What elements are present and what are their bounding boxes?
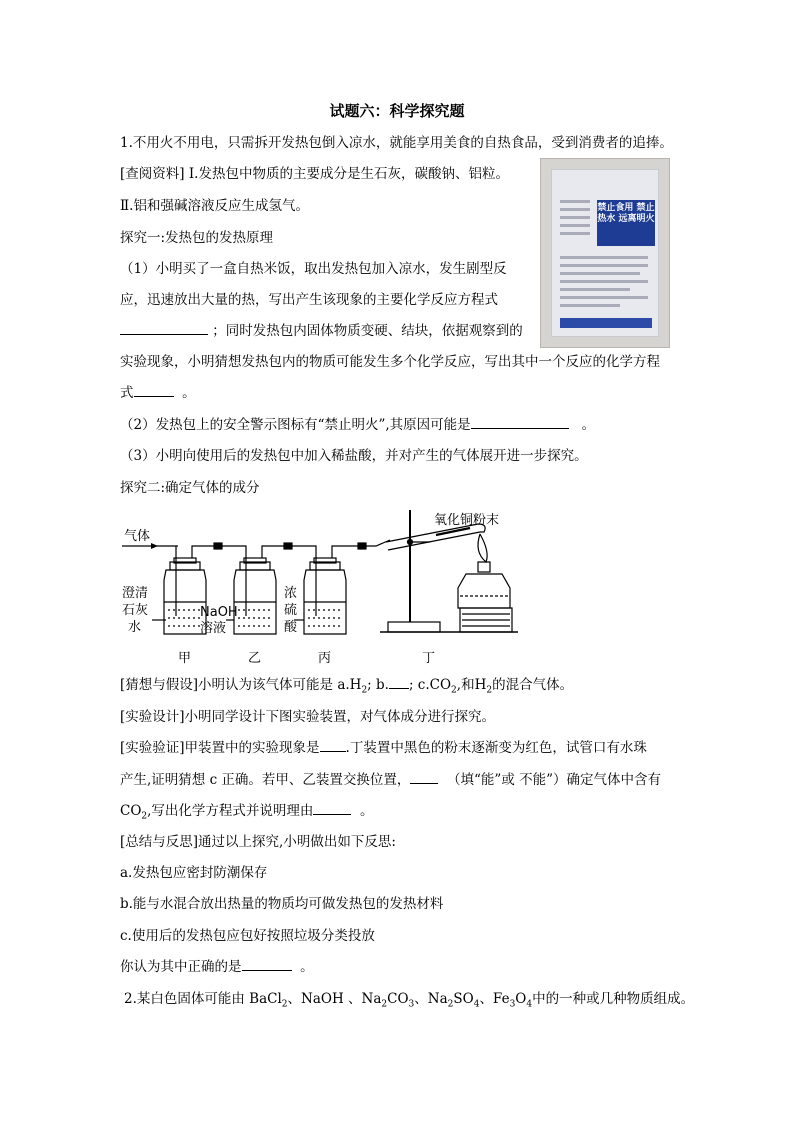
bottle-bing xyxy=(304,540,390,634)
q1-option-a: a.发热包应密封防潮保存 xyxy=(120,865,268,881)
q1-info-2: Ⅱ.铝和强碱溶液反应生成氢气。 xyxy=(120,198,309,214)
answer-blank[interactable] xyxy=(134,384,174,397)
q1-verify-1: [实验验证]甲装置中的实验现象是 .丁装置中黑色的粉末逐渐变为红色，试管口有水珠 xyxy=(120,740,647,756)
cuo-label: 氧化铜粉末 xyxy=(434,513,500,528)
heating-pack-image xyxy=(551,169,659,337)
q1-intro: 1.不用火不用电，只需拆开发热包倒入凉水，就能享用美食的自热食品，受到消费者的追捧。 xyxy=(120,135,673,151)
apparatus-diagram xyxy=(118,506,528,670)
limewater-label-1: 澄清 xyxy=(122,586,149,601)
naoh-label-1: NaOH xyxy=(200,605,238,620)
q1-verify-2: 产生,证明猜想 c 正确。若甲、乙装置交换位置， （填“能”或 不能”）确定气体中含有 xyxy=(120,772,662,788)
answer-blank[interactable] xyxy=(320,739,346,752)
acid-label-2: 硫 xyxy=(284,603,298,618)
q2-intro: 2.某白色固体可能由 BaCl$_2$、NaOH 、$Na_2CO_3$、$Na_2SO_4$、$Fe_3O_4$中的一种或几种物质组成。 xyxy=(124,991,695,1010)
answer-blank[interactable] xyxy=(389,676,409,689)
answer-blank[interactable] xyxy=(410,771,438,784)
answer-blank[interactable] xyxy=(120,322,208,335)
limewater-label-2: 石灰 xyxy=(122,603,149,618)
q1-p1-a: （1）小明买了一盒自热米饭，取出发热包加入凉水，发生剧型反 xyxy=(120,261,507,277)
gas-label: 气体 xyxy=(124,529,151,544)
label-yi: 乙 xyxy=(248,651,262,666)
label-ding: 丁 xyxy=(422,651,436,666)
label-jia: 甲 xyxy=(178,651,192,666)
acid-label-3: 酸 xyxy=(284,620,298,635)
q1-p3: （3）小明向使用后的发热包中加入稀盐酸，并对产生的气体展开进一步探究。 xyxy=(120,448,588,464)
q1-option-c: c.使用后的发热包应包好按照垃圾分类投放 xyxy=(120,928,375,944)
warning-label: 禁止食用 禁止热水 远离明火 xyxy=(597,200,655,246)
pack-footer-strip xyxy=(560,318,652,328)
q1-explore-2: 探究二:确定气体的成分 xyxy=(120,480,260,496)
answer-blank[interactable] xyxy=(313,802,351,815)
q1-summary: [总结与反思]通过以上探究,小明做出如下反思: xyxy=(120,834,396,850)
acid-label-1: 浓 xyxy=(284,586,298,601)
q1-p1-d: 实验现象，小明猜想发热包内的物质可能发生多个化学反应，写出其中一个反应的化学方程 xyxy=(120,354,660,370)
q1-explore-1: 探究一:发热包的发热原理 xyxy=(120,230,274,246)
gas-arrowhead xyxy=(151,543,158,549)
heating-pack-photo xyxy=(540,158,670,348)
q1-guess: [猜想与假设]小明认为该气体可能是 $a.H_2$; b. ; $c.CO_2$,和$H_2$的混合气体。 xyxy=(120,677,574,696)
answer-blank[interactable] xyxy=(242,958,292,971)
q1-design: [实验设计]小明同学设计下图实验装置，对气体成分进行探究。 xyxy=(120,709,496,725)
page-title: 试题六：科学探究题 xyxy=(329,102,465,120)
q1-p2: （2）发热包上的安全警示图标有“禁止明火”,其原因可能是 。 xyxy=(120,417,596,433)
limewater-label-3: 水 xyxy=(128,620,142,635)
q1-p1-c: ；同时发热包内固体物质变硬、结块，依据观察到的 xyxy=(120,322,523,340)
alcohol-lamp xyxy=(458,534,512,632)
pack-header-strip xyxy=(560,182,652,192)
q1-p1-e: 式 。 xyxy=(120,385,196,401)
q1-correct: 你认为其中正确的是 。 xyxy=(120,959,314,975)
q1-info-1: [查阅资料] I.发热包中物质的主要成分是生石灰，碳酸钠、铝粒。 xyxy=(120,166,509,182)
q1-verify-3: $CO_2$,写出化学方程式并说明理由 。 xyxy=(120,803,374,822)
label-bing: 丙 xyxy=(318,651,332,666)
answer-blank[interactable] xyxy=(471,416,569,429)
naoh-label-2: 溶液 xyxy=(200,621,227,636)
q1-p1-b: 应，迅速放出大量的热，写出产生该现象的主要化学反应方程式 xyxy=(120,292,498,308)
q1-option-b: b.能与水混合放出热量的物质均可做发热包的发热材料 xyxy=(120,896,444,912)
